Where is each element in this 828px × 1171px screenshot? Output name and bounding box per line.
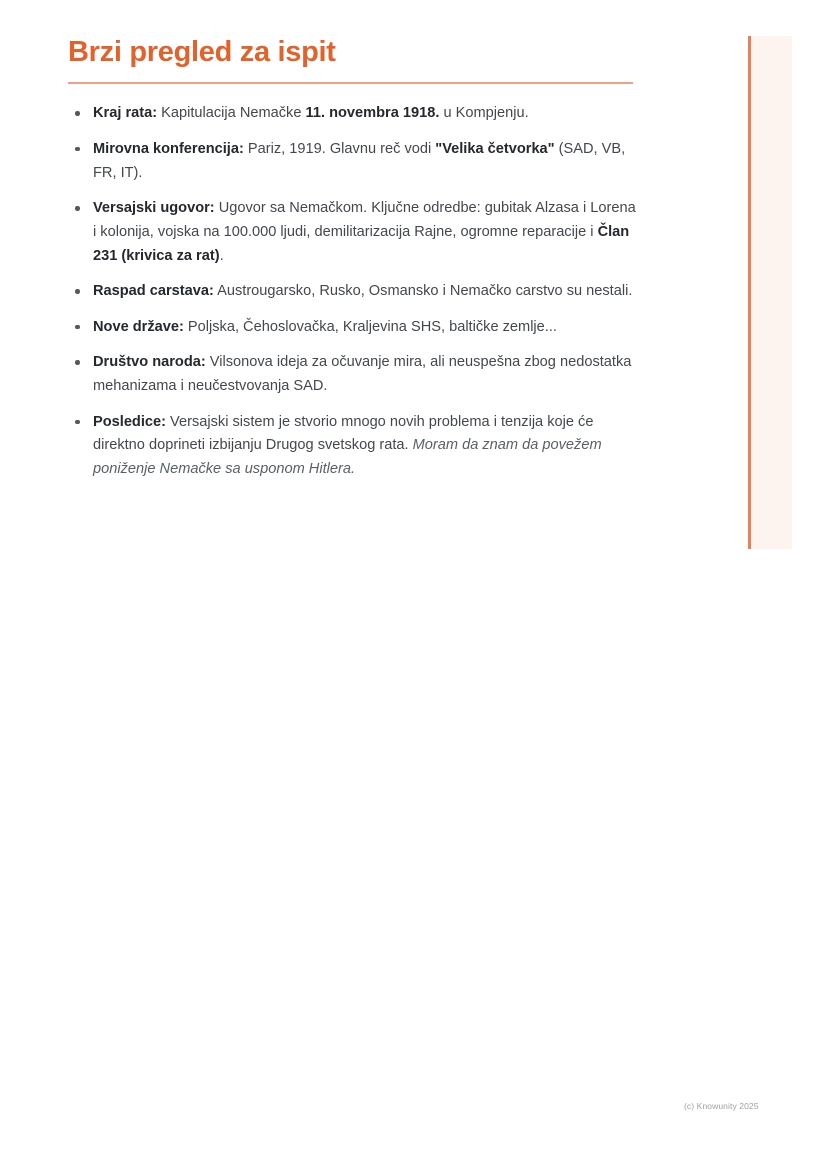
list-item-lead: Posledice:: [93, 413, 166, 430]
list-item-text: Član 231 (krivica za rat): [93, 223, 630, 264]
list-item-lead: Mirovna konferencija:: [93, 140, 244, 157]
decorative-side-accent-bar: [748, 36, 751, 549]
list-item-lead: Društvo naroda:: [93, 354, 206, 371]
list-item-text: Moram da znam da povežem poniženje Nemačke sa usponom Hitlera.: [93, 437, 602, 478]
list-item-text: Kapitulacija Nemačke: [157, 105, 306, 122]
list-item-text: (SAD, VB, FR, IT).: [93, 140, 626, 181]
page-title: Brzi pregled za ispit: [68, 36, 336, 68]
list-item-text: Pariz, 1919. Glavnu reč vodi: [243, 140, 436, 157]
list-item-lead: Versajski ugovor:: [93, 200, 215, 217]
list-item-text: Poljska, Čehoslovačka, Kraljevina SHS, baltičke zemlje...: [183, 318, 557, 335]
list-item: [68, 102, 638, 126]
list-item-text: u Kompjenju.: [439, 105, 529, 122]
summary-list: [68, 102, 638, 481]
list-item: [68, 316, 638, 340]
list-item-text: Versajski sistem je stvorio mnogo novih problema i tenzija koje će direktno doprineti izbijanju Drugog svetskog rata.: [93, 413, 594, 454]
list-item: [68, 280, 638, 304]
list-item-lead: Raspad carstava:: [93, 283, 214, 300]
list-item-text: .: [219, 247, 224, 264]
list-item-text: Ugovor sa Nemačkom. Ključne odredbe: gubitak Alzasa i Lorena i kolonija, vojska na 100.000 ljudi, demilitarizacija Rajne, ogromne reparacije i: [93, 200, 636, 240]
document-content: [68, 36, 638, 494]
footer-credit: (c) Knowunity 2025: [684, 1101, 759, 1111]
list-item-text: 11. novembra 1918.: [305, 105, 440, 122]
list-item: [68, 411, 638, 482]
list-item: [68, 138, 638, 185]
list-item: [68, 197, 638, 268]
list-item-lead: Kraj rata:: [93, 105, 158, 122]
list-item-lead: Nove države:: [93, 318, 184, 335]
list-item: [68, 351, 638, 398]
list-item-text: Vilsonova ideja za očuvanje mira, ali neuspešna zbog nedostatka mehanizama i neučestvovanja SAD.: [93, 354, 632, 395]
list-item-text: "Velika četvorka": [435, 140, 555, 157]
decorative-side-panel: [748, 36, 792, 549]
title-divider: [68, 82, 633, 84]
list-item-text: Austrougarsko, Rusko, Osmansko i Nemačko carstvo su nestali.: [213, 283, 633, 300]
